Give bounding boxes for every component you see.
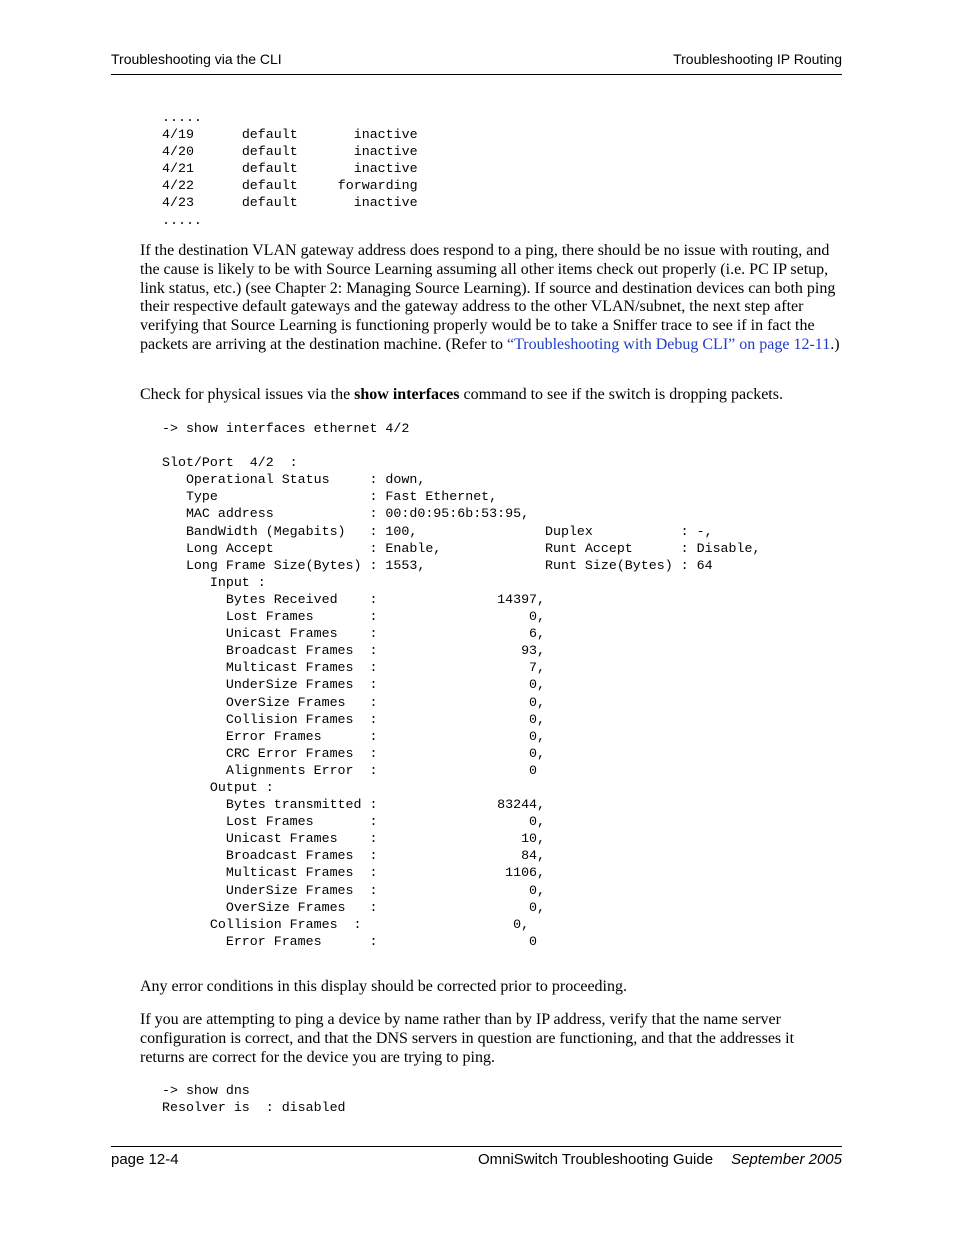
vlan-cell: default [241, 144, 298, 160]
output-stat-line: Collision Frames : 0, [162, 916, 530, 932]
status-cell: inactive [353, 195, 418, 211]
footer-book-info [478, 1151, 842, 1168]
type-line: Type : Fast Ethernet, [162, 489, 498, 505]
input-stat-line: Broadcast Frames : 93, [162, 643, 546, 659]
error-conditions-paragraph: Any error conditions in this display should be corrected prior to proceeding. [140, 978, 627, 995]
page-footer [111, 1150, 842, 1174]
output-stat-line: Unicast Frames : 10, [162, 831, 546, 847]
vlan-cell: default [241, 127, 298, 143]
port-cell: 4/19 [162, 127, 194, 143]
page-number: page 12-4 [111, 1151, 179, 1168]
port-cell: 4/23 [162, 195, 194, 211]
output-stat-line: Error Frames : 0 [162, 933, 538, 949]
footer-rule [111, 1146, 842, 1147]
status-cell: inactive [353, 127, 418, 143]
long-frame-size-line: Long Frame Size(Bytes) : 1553, Runt Size(Bytes) : 64 [162, 557, 713, 573]
paragraph-text: Check for physical issues via the [140, 386, 355, 403]
code-ellipsis: ..... [162, 212, 202, 228]
input-stat-line: Error Frames : 0, [162, 728, 546, 744]
output-stat-line: Multicast Frames : 1106, [162, 865, 546, 881]
input-stat-line: Bytes Received : 14397, [162, 591, 546, 607]
vlan-cell: default [241, 178, 298, 194]
dns-resolver-line: Resolver is : disabled [162, 1100, 346, 1116]
show-interfaces-code-block [162, 420, 760, 950]
vlan-port-code-block [162, 109, 418, 229]
input-stat-line: Lost Frames : 0, [162, 609, 546, 625]
code-ellipsis: ..... [162, 110, 202, 125]
input-stat-line: OverSize Frames : 0, [162, 694, 546, 710]
physical-issues-paragraph [140, 386, 840, 405]
header-chapter-title: Troubleshooting IP Routing [673, 51, 842, 67]
code-row [162, 160, 418, 177]
output-stat-line: Bytes transmitted : 83244, [162, 797, 546, 813]
code-row [162, 177, 418, 194]
code-row [162, 126, 418, 143]
status-cell: inactive [353, 144, 418, 160]
vlan-cell: default [241, 161, 298, 177]
code-row [162, 194, 418, 211]
dns-paragraph: If you are attempting to ping a device by name rather than by IP address, verify that the name server configuration is correct, and that the DNS servers in question are functioning, and that the addresses it returns are correct for the device you are trying to ping. [140, 1011, 795, 1066]
output-stat-line: Lost Frames : 0, [162, 814, 546, 830]
publication-date: September 2005 [731, 1151, 842, 1168]
command-name: show interfaces [354, 386, 460, 403]
header-rule [111, 74, 842, 75]
book-title: OmniSwitch Troubleshooting Guide [477, 1151, 714, 1168]
status-cell: forwarding [337, 178, 418, 194]
input-stat-line: Multicast Frames : 7, [162, 660, 546, 676]
paragraph-text-end: .) [830, 335, 840, 353]
port-cell: 4/22 [162, 178, 194, 194]
page-header [111, 50, 842, 74]
mac-address-line: MAC address : 00:d0:95:6b:53:95, [162, 506, 530, 522]
header-section-title: Troubleshooting via the CLI [111, 51, 282, 67]
paragraph-text-end: command to see if the switch is dropping packets. [459, 386, 783, 403]
vlan-cell: default [241, 195, 298, 211]
cli-command: -> show dns [162, 1083, 250, 1098]
input-stat-line: Unicast Frames : 6, [162, 626, 546, 642]
debug-cli-link[interactable]: “Troubleshooting with Debug CLI” on page 12-11 [506, 335, 831, 353]
port-cell: 4/20 [162, 144, 194, 160]
show-dns-code-block [162, 1082, 346, 1116]
paragraph-text: If the destination VLAN gateway address does respond to a ping, there should be no issue with routing, and the cause is likely to be with Source Learning assuming all other items check out properly (i.e. PC IP setup, link status, etc.) (see Chapter 2: Managing Source Learning). If source and destination devices can both ping their respective default gateways and the gateway address to the other VLAN/subnet, the next step after verifying that Source Learning is functioning properly would be to take a Sniffer trace to see if in fact the packets are arriving at the destination machine. (Refer to [140, 242, 836, 353]
code-row [162, 143, 418, 160]
input-stat-line: Collision Frames : 0, [162, 711, 546, 727]
status-cell: inactive [353, 161, 418, 177]
routing-explanation-paragraph [140, 242, 840, 355]
output-label: Output : [162, 779, 274, 795]
output-stat-line: Broadcast Frames : 84, [162, 848, 546, 864]
input-stat-line: CRC Error Frames : 0, [162, 745, 546, 761]
input-stat-line: UnderSize Frames : 0, [162, 677, 546, 693]
output-stat-line: UnderSize Frames : 0, [162, 882, 546, 898]
bandwidth-line: BandWidth (Megabits) : 100, Duplex : -, [162, 523, 713, 539]
long-accept-line: Long Accept : Enable, Runt Accept : Disable, [162, 540, 761, 556]
input-label: Input : [162, 574, 266, 590]
port-cell: 4/21 [162, 161, 194, 177]
cli-command: -> show interfaces ethernet 4/2 [162, 421, 410, 436]
input-stat-line: Alignments Error : 0 [162, 762, 538, 778]
output-stat-line: OverSize Frames : 0, [162, 899, 546, 915]
operational-status-line: Operational Status : down, [162, 472, 426, 488]
slot-port-line: Slot/Port 4/2 : [162, 455, 298, 471]
